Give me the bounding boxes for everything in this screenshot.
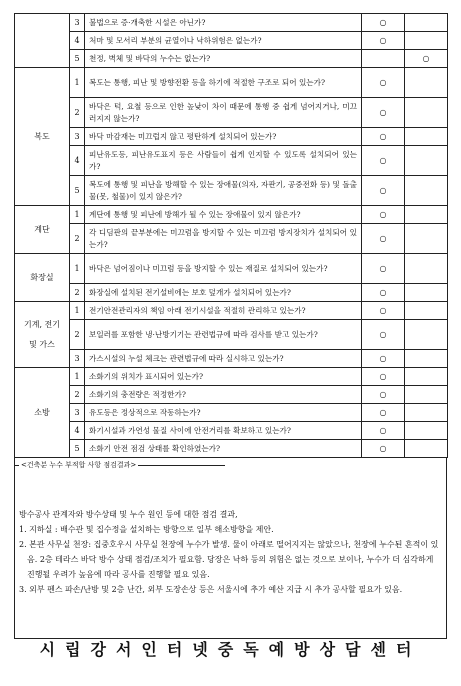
- item-number: 1: [70, 206, 85, 224]
- item-number: 2: [70, 284, 85, 302]
- question-text: 바닥은 넘어짐이나 미끄럼 등을 방지할 수 있는 재질로 설치되어 있는가?: [85, 254, 362, 284]
- table-row: [15, 50, 448, 68]
- check-mark-no: [405, 128, 448, 146]
- item-number: 2: [70, 386, 85, 404]
- item-number: 5: [70, 50, 85, 68]
- category-cell: 기계, 전기 및 가스: [15, 302, 70, 368]
- check-mark-no: [405, 368, 448, 386]
- check-mark-yes: ○: [362, 176, 405, 206]
- organization-title: 시립강서인터넷중독예방상담센터: [39, 640, 422, 659]
- item-number: 3: [70, 128, 85, 146]
- item-number: 2: [70, 224, 85, 254]
- check-mark-yes: ○: [362, 224, 405, 254]
- check-mark-no: [405, 206, 448, 224]
- notes-body: [19, 507, 443, 597]
- table-row: [15, 320, 448, 350]
- check-mark-yes: ○: [362, 68, 405, 98]
- check-mark-no: [405, 224, 448, 254]
- check-mark-yes: ○: [362, 368, 405, 386]
- table-row: [15, 302, 448, 320]
- item-number: 3: [70, 14, 85, 32]
- check-mark-yes: ○: [362, 128, 405, 146]
- question-text: 불법으로 증·개축한 시설은 아닌가?: [85, 14, 362, 32]
- category-cell: 계단: [15, 206, 70, 254]
- question-text: 소화기의 충전량은 적정한가?: [85, 386, 362, 404]
- check-mark-yes: ○: [362, 440, 405, 458]
- check-mark-no: [405, 440, 448, 458]
- check-mark-yes: ○: [362, 350, 405, 368]
- check-mark-yes: ○: [362, 422, 405, 440]
- category-cell: 화장실: [15, 254, 70, 302]
- table-row: [15, 404, 448, 422]
- table-row: [15, 224, 448, 254]
- question-text: 유도등은 정상적으로 작동하는가?: [85, 404, 362, 422]
- question-text: 처마 및 모서리 부분의 균열이나 낙하위험은 없는가?: [85, 32, 362, 50]
- question-text: 가스시설의 누설 체크는 관련법규에 따라 실시하고 있는가?: [85, 350, 362, 368]
- check-mark-yes: ○: [362, 146, 405, 176]
- category-cell: 소방: [15, 368, 70, 458]
- check-mark-no: [405, 176, 448, 206]
- check-mark-yes: ○: [362, 32, 405, 50]
- check-mark-no: [405, 32, 448, 50]
- question-text: 소화기 안전 점검 상태를 확인하였는가?: [85, 440, 362, 458]
- item-number: 5: [70, 176, 85, 206]
- table-row: [15, 422, 448, 440]
- item-number: 5: [70, 440, 85, 458]
- question-text: 천정, 벽체 및 바닥의 누수는 없는가?: [85, 50, 362, 68]
- notes-item: 2. 본관 사무실 천장: 집중호우시 사무실 천장에 누수가 발생. 물이 아래로 떨어지지는 않았으나, 천장에 누수된 흔적이 있음. 2층 테라스 바닥 방수 상태 점검/조치가 필요함. 당장은 낙하 등의 위험은 없는 것으로 보이나, 누수가 더 심각하게 진행될 우려가 높음에 따라 공사를 진행할 필요 있음.: [19, 540, 439, 579]
- table-row: [15, 128, 448, 146]
- check-mark-no: [405, 14, 448, 32]
- category-cell: 복도: [15, 68, 70, 206]
- item-number: 3: [70, 350, 85, 368]
- question-text: 전기안전관리자의 책임 아래 전기시설을 적절히 관리하고 있는가?: [85, 302, 362, 320]
- question-text: 피난유도등, 피난유도표지 등은 사람들이 쉽게 인지할 수 있도록 설치되어 있는가?: [85, 146, 362, 176]
- notes-item: 1. 지하실 : 배수관 및 집수정을 설치하는 방향으로 일부 해소방향을 제안.: [19, 525, 274, 534]
- item-number: 1: [70, 368, 85, 386]
- table-row: [15, 368, 448, 386]
- check-mark-no: [405, 68, 448, 98]
- check-mark-yes: ○: [362, 254, 405, 284]
- question-text: 화기시설과 가연성 물질 사이에 안전거리를 확보하고 있는가?: [85, 422, 362, 440]
- question-text: 계단에 통행 및 피난에 방해가 될 수 있는 장애물이 있지 않은가?: [85, 206, 362, 224]
- table-row: [15, 14, 448, 32]
- table-row: [15, 254, 448, 284]
- question-text: 바닥은 턱, 요철 등으로 인한 높낮이 차이 때문에 통행 중 쉽게 넘어지거나, 미끄러지지 않는가?: [85, 98, 362, 128]
- item-number: 4: [70, 422, 85, 440]
- table-row: [15, 386, 448, 404]
- check-mark-yes: ○: [362, 14, 405, 32]
- inspection-notes: [14, 458, 447, 639]
- check-mark-yes: ○: [362, 302, 405, 320]
- table-row: [15, 206, 448, 224]
- question-text: 소화기의 위치가 표시되어 있는가?: [85, 368, 362, 386]
- table-row: [15, 32, 448, 50]
- question-text: 복도에 통행 및 피난을 방해할 수 있는 장애물(의자, 자판기, 공중전화 등) 및 돌출물(못, 철물)이 있지 않은가?: [85, 176, 362, 206]
- table-row: [15, 98, 448, 128]
- checklist-table: [14, 13, 448, 458]
- check-mark-no: [405, 98, 448, 128]
- item-number: 4: [70, 32, 85, 50]
- item-number: 1: [70, 68, 85, 98]
- check-mark-no: [405, 350, 448, 368]
- notes-header: [15, 460, 225, 470]
- question-text: 바닥 마감재는 미끄럽지 않고 평탄하게 설치되어 있는가?: [85, 128, 362, 146]
- notes-item: 3. 외부 펜스 파손/난방 및 2층 난간, 외부 도장손상 등은 서울시에 추가 예산 지급 시 추가 공사할 필요가 있음.: [19, 585, 403, 594]
- notes-header-label: <건축분 누수 부적합 사항 점검결과>: [21, 461, 137, 469]
- table-row: [15, 350, 448, 368]
- check-mark-yes: ○: [362, 206, 405, 224]
- check-mark-yes: ○: [362, 98, 405, 128]
- check-mark-yes: ○: [362, 386, 405, 404]
- question-text: 보일러를 포함한 냉·난방기기는 관련법규에 따라 검사를 받고 있는가?: [85, 320, 362, 350]
- check-mark-no: [405, 146, 448, 176]
- question-text: 화장실에 설치된 전기설비에는 보호 덮개가 설치되어 있는가?: [85, 284, 362, 302]
- check-mark-yes: [362, 50, 405, 68]
- item-number: 2: [70, 320, 85, 350]
- item-number: 2: [70, 98, 85, 128]
- item-number: 4: [70, 146, 85, 176]
- check-mark-no: [405, 422, 448, 440]
- check-mark-yes: ○: [362, 284, 405, 302]
- check-mark-no: [405, 302, 448, 320]
- check-mark-no: [405, 254, 448, 284]
- category-cell: [15, 14, 70, 68]
- inspection-sheet: [14, 13, 447, 639]
- table-row: [15, 146, 448, 176]
- item-number: 1: [70, 254, 85, 284]
- check-mark-yes: ○: [362, 404, 405, 422]
- check-mark-no: [405, 404, 448, 422]
- check-mark-no: ○: [405, 50, 448, 68]
- table-row: [15, 284, 448, 302]
- check-mark-no: [405, 320, 448, 350]
- question-text: 복도는 통행, 피난 및 방향전환 등을 하기에 적절한 구조로 되어 있는가?: [85, 68, 362, 98]
- item-number: 3: [70, 404, 85, 422]
- check-mark-no: [405, 386, 448, 404]
- table-row: [15, 440, 448, 458]
- table-row: [15, 68, 448, 98]
- check-mark-no: [405, 284, 448, 302]
- check-mark-yes: ○: [362, 320, 405, 350]
- question-text: 각 디딤판의 끝부분에는 미끄럼을 방지할 수 있는 미끄럼 방지장치가 설치되어 있는가?: [85, 224, 362, 254]
- table-row: [15, 176, 448, 206]
- notes-intro: 방수공사 관계자와 방수상태 및 누수 원인 등에 대한 점검 결과,: [19, 510, 238, 519]
- item-number: 1: [70, 302, 85, 320]
